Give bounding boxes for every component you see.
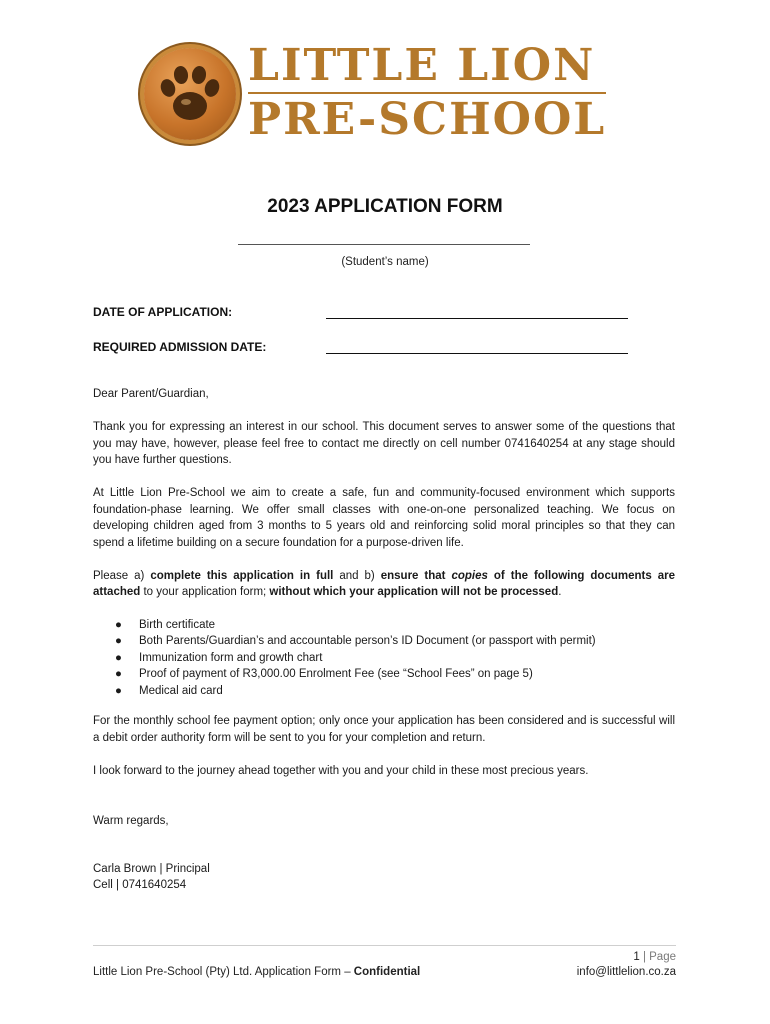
signature-cell: Cell | 0741640254 [93, 879, 187, 891]
student-name-caption: (Student’s name) [341, 256, 429, 268]
closing-line: Warm regards, [93, 815, 169, 827]
page-number [633, 951, 676, 963]
instr-bold-4: without which your application will not be processed [269, 586, 559, 598]
signature-name: Carla Brown | Principal [93, 863, 210, 875]
bullet-icon: ● [115, 635, 122, 647]
instr-text-1: Please a) [93, 569, 151, 582]
instr-bold-2: ensure that [380, 569, 452, 582]
instr-text-2: and b) [333, 569, 381, 582]
instr-text-4: . [558, 586, 562, 598]
paragraph-instructions [93, 568, 675, 601]
form-title: 2023 APPLICATION FORM [267, 196, 503, 217]
paragraph-fees: For the monthly school fee payment option; only once your application has been considered and is successful will a debit order authority form will be sent to you for your completion and return. [93, 715, 675, 744]
list-item [93, 633, 675, 650]
document-item-text: Both Parents/Guardian’s and accountable person’s ID Document (or passport with permit) [139, 635, 596, 647]
list-item [93, 666, 675, 683]
documents-list [93, 617, 675, 700]
page-word: Page [649, 951, 676, 963]
footer-text-plain: Little Lion Pre-School (Pty) Ltd. Application Form – [93, 966, 354, 978]
paragraph-about: At Little Lion Pre-School we aim to create a safe, fun and community-focused environment which supports foundation-phase learning. We offer small classes with one-on-one personalized teaching. We focus on developing children aged from 3 months to 5 years old and reinforcing solid moral principles so that they can spend a lifetime building on a secure foundation for a purpose-driven life. [93, 487, 675, 549]
instr-bold-3: of the following documents are attached [93, 569, 675, 598]
page-number-separator: | [639, 951, 650, 963]
paragraph-intro: Thank you for expressing an interest in our school. This document serves to answer some of the questions that you may have, however, please feel free to contact me directly on cell number 0741640254 at any stage should you have further questions. [93, 421, 675, 466]
document-item-text: Birth certificate [139, 618, 216, 631]
paw-print-icon [144, 48, 236, 140]
document-item-text: Proof of payment of R3,000.00 Enrolment Fee (see “School Fees” on page 5) [139, 668, 533, 680]
salutation: Dear Parent/Guardian, [93, 388, 209, 400]
instr-text-3: to your application form; [140, 586, 270, 598]
bullet-icon: ● [115, 668, 122, 680]
admission-date-label: REQUIRED ADMISSION DATE: [93, 340, 267, 354]
list-item [93, 617, 675, 634]
logo-line-1: LITTLE LION [248, 40, 596, 91]
paragraph-closing: I look forward to the journey ahead together with you and your child in these most precious years. [93, 764, 589, 777]
logo-line-2: PRE-SCHOOL [248, 94, 607, 145]
instr-emphasis: copies [451, 569, 488, 582]
school-logo [138, 40, 618, 150]
date-of-application-label: DATE OF APPLICATION: [93, 305, 233, 319]
instr-bold-1: complete this application in full [150, 569, 334, 582]
logo-wordmark [248, 40, 618, 145]
date-of-application-field[interactable] [326, 318, 628, 319]
page-number-value: 1 [633, 951, 640, 963]
bullet-icon: ● [115, 684, 122, 697]
document-item-text: Immunization form and growth chart [139, 651, 323, 664]
list-item [93, 650, 675, 667]
footer-text-bold: Confidential [353, 966, 421, 978]
bullet-icon: ● [115, 618, 122, 631]
document-item-text: Medical aid card [139, 684, 223, 697]
list-item [93, 683, 675, 700]
admission-date-field[interactable] [326, 353, 628, 354]
footer-text [93, 966, 420, 978]
bullet-icon: ● [115, 651, 122, 664]
footer-divider [93, 945, 676, 946]
letter-body [93, 386, 675, 796]
student-name-field[interactable] [238, 244, 530, 245]
footer-email[interactable]: info@littlelion.co.za [576, 966, 676, 978]
